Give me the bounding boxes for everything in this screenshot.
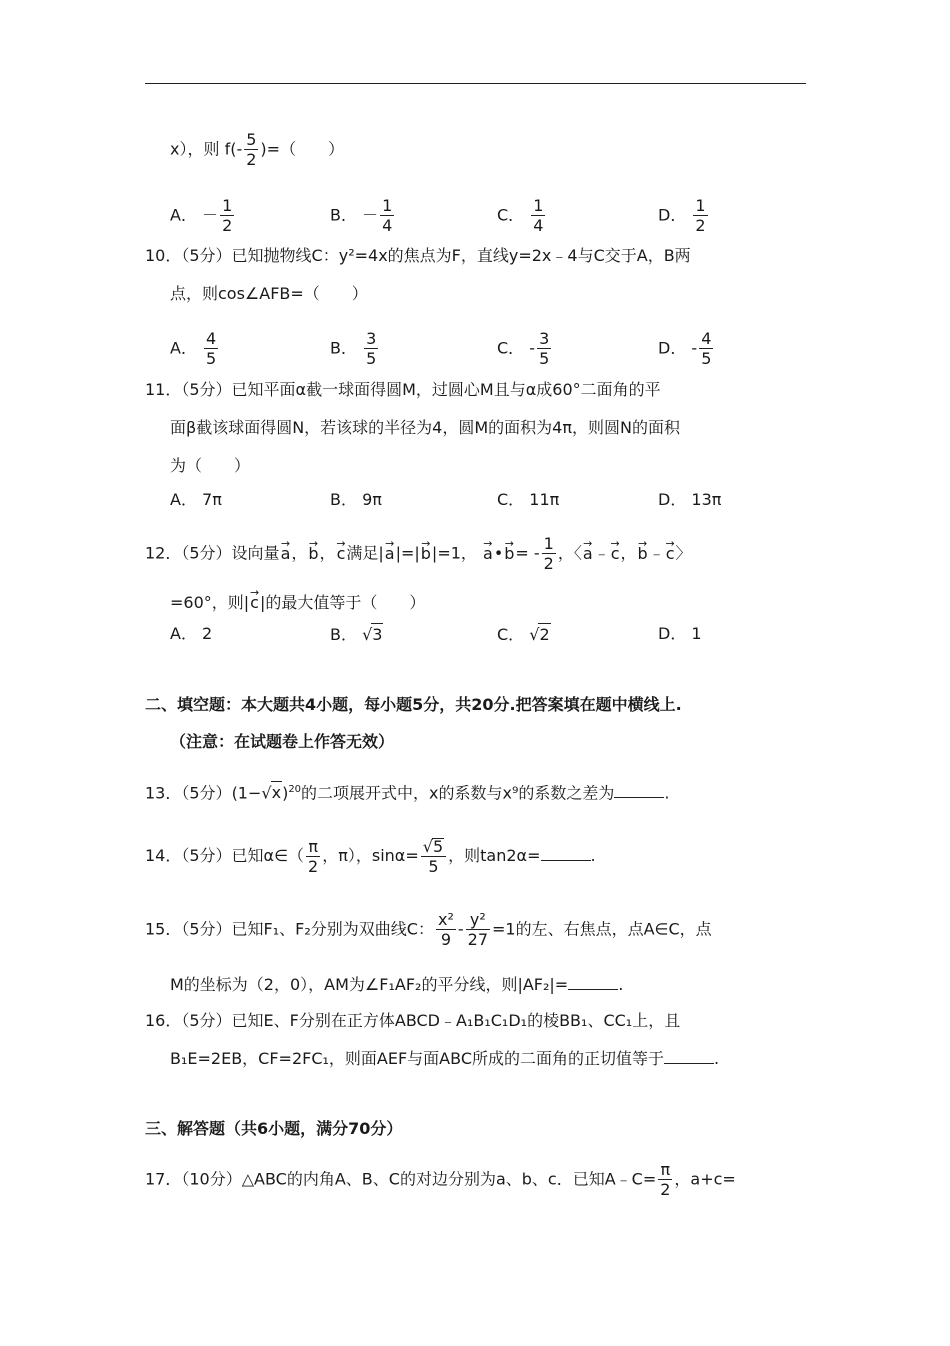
q11-option-a[interactable]: A． 7π <box>170 490 222 509</box>
q11-line1: 11．（5分）已知平面α截一球面得圆M，过圆心M且与α成60°二面角的平 <box>145 380 661 399</box>
q13-answer-blank[interactable] <box>614 783 664 798</box>
q17: 17．（10分）△ABC的内角A、B、C的对边分别为a、b、c．已知A﹣C= $\frac{\pi}{2}$ ，a+c= <box>145 1160 736 1199</box>
q10-option-c[interactable]: C． - $\frac{3}{5}$ <box>497 329 550 368</box>
q9-option-d[interactable]: D． $\frac{1}{2}$ <box>658 196 706 235</box>
section2-note: （注意：在试题卷上作答无效） <box>170 732 395 751</box>
q9-stem: x），则 f(- $\frac{5}{2}$ )=（ ） <box>170 130 345 169</box>
q9-option-a[interactable]: A． － $\frac{1}{2}$ <box>170 196 233 235</box>
q15-line1: 15．（5分）已知F₁、F₂分别为双曲线C： $\frac{\text{x²}}{9}$ - $\frac{\text{y²}}{27}$ =1的左、右焦点，点A∈C，点 <box>145 910 712 949</box>
q14: 14．（5分）已知α∈（ $\frac{\pi}{2}$ ，π），sinα= $\frac{√5}{5}$ ，则tan2α= . <box>145 836 596 876</box>
q9-option-b[interactable]: B． － $\frac{1}{4}$ <box>330 196 393 235</box>
q11-option-c[interactable]: C． 11π <box>497 490 560 509</box>
q12-option-b[interactable]: B． √3 <box>330 625 383 644</box>
q11-option-b[interactable]: B． 9π <box>330 490 382 509</box>
q12-option-a[interactable]: A． 2 <box>170 624 213 643</box>
header-rule <box>145 83 806 84</box>
q9-option-c[interactable]: C． $\frac{1}{4}$ <box>497 196 544 235</box>
q11-line3: 为（ ） <box>170 456 251 475</box>
q9-frac: $\frac{5}{2}$ <box>246 130 257 169</box>
q12-line2: =60°，则|→ c|的最大值等于（ ） <box>170 586 425 614</box>
q10-line2: 点，则cos∠AFB=（ ） <box>170 284 368 303</box>
q16-line2: B₁E=2EB，CF=2FC₁，则面AEF与面ABC所成的二面角的正切值等于 . <box>170 1049 720 1068</box>
q16-line1: 16．（5分）已知E、F分别在正方体ABCD﹣A₁B₁C₁D₁的棱BB₁、CC₁上，且 <box>145 1011 681 1030</box>
q10-option-a[interactable]: A． $\frac{4}{5}$ <box>170 329 217 368</box>
q11-option-d[interactable]: D． 13π <box>658 490 722 509</box>
section2-heading: 二、填空题：本大题共4小题，每小题5分，共20分.把答案填在题中横线上. <box>145 695 682 714</box>
q15-answer-blank[interactable] <box>568 975 618 990</box>
q10-option-b[interactable]: B． $\frac{3}{5}$ <box>330 329 377 368</box>
section3-heading: 三、解答题（共6小题，满分70分） <box>145 1119 403 1138</box>
q12-option-d[interactable]: D． 1 <box>658 624 702 643</box>
q14-answer-blank[interactable] <box>541 846 591 861</box>
q15-line2: M的坐标为（2，0），AM为∠F₁AF₂的平分线，则|AF₂|= . <box>170 975 624 994</box>
q10-line1: 10．（5分）已知抛物线C：y²=4x的焦点为F，直线y=2x﹣4与C交于A，B两 <box>145 246 691 265</box>
q12-line1: 12．（5分）设向量→ a，→ b，→ c满足|→ a|=|→ b|=1， → a•→ b= - $\frac{1}{2}$ ，〈→ a﹣→ c，→ b﹣→ c〉 <box>145 536 692 572</box>
q10-option-d[interactable]: D． - $\frac{4}{5}$ <box>658 329 712 368</box>
q16-answer-blank[interactable] <box>664 1049 714 1064</box>
q12-option-c[interactable]: C． √2 <box>497 625 550 644</box>
q11-line2: 面β截该球面得圆N，若该球的半径为4，圆M的面积为4π，则圆N的面积 <box>170 418 680 437</box>
q13: 13．（5分）$(1-√x)^{20}$的二项展开式中，x的系数与x⁹的系数之差为 . <box>145 783 670 803</box>
